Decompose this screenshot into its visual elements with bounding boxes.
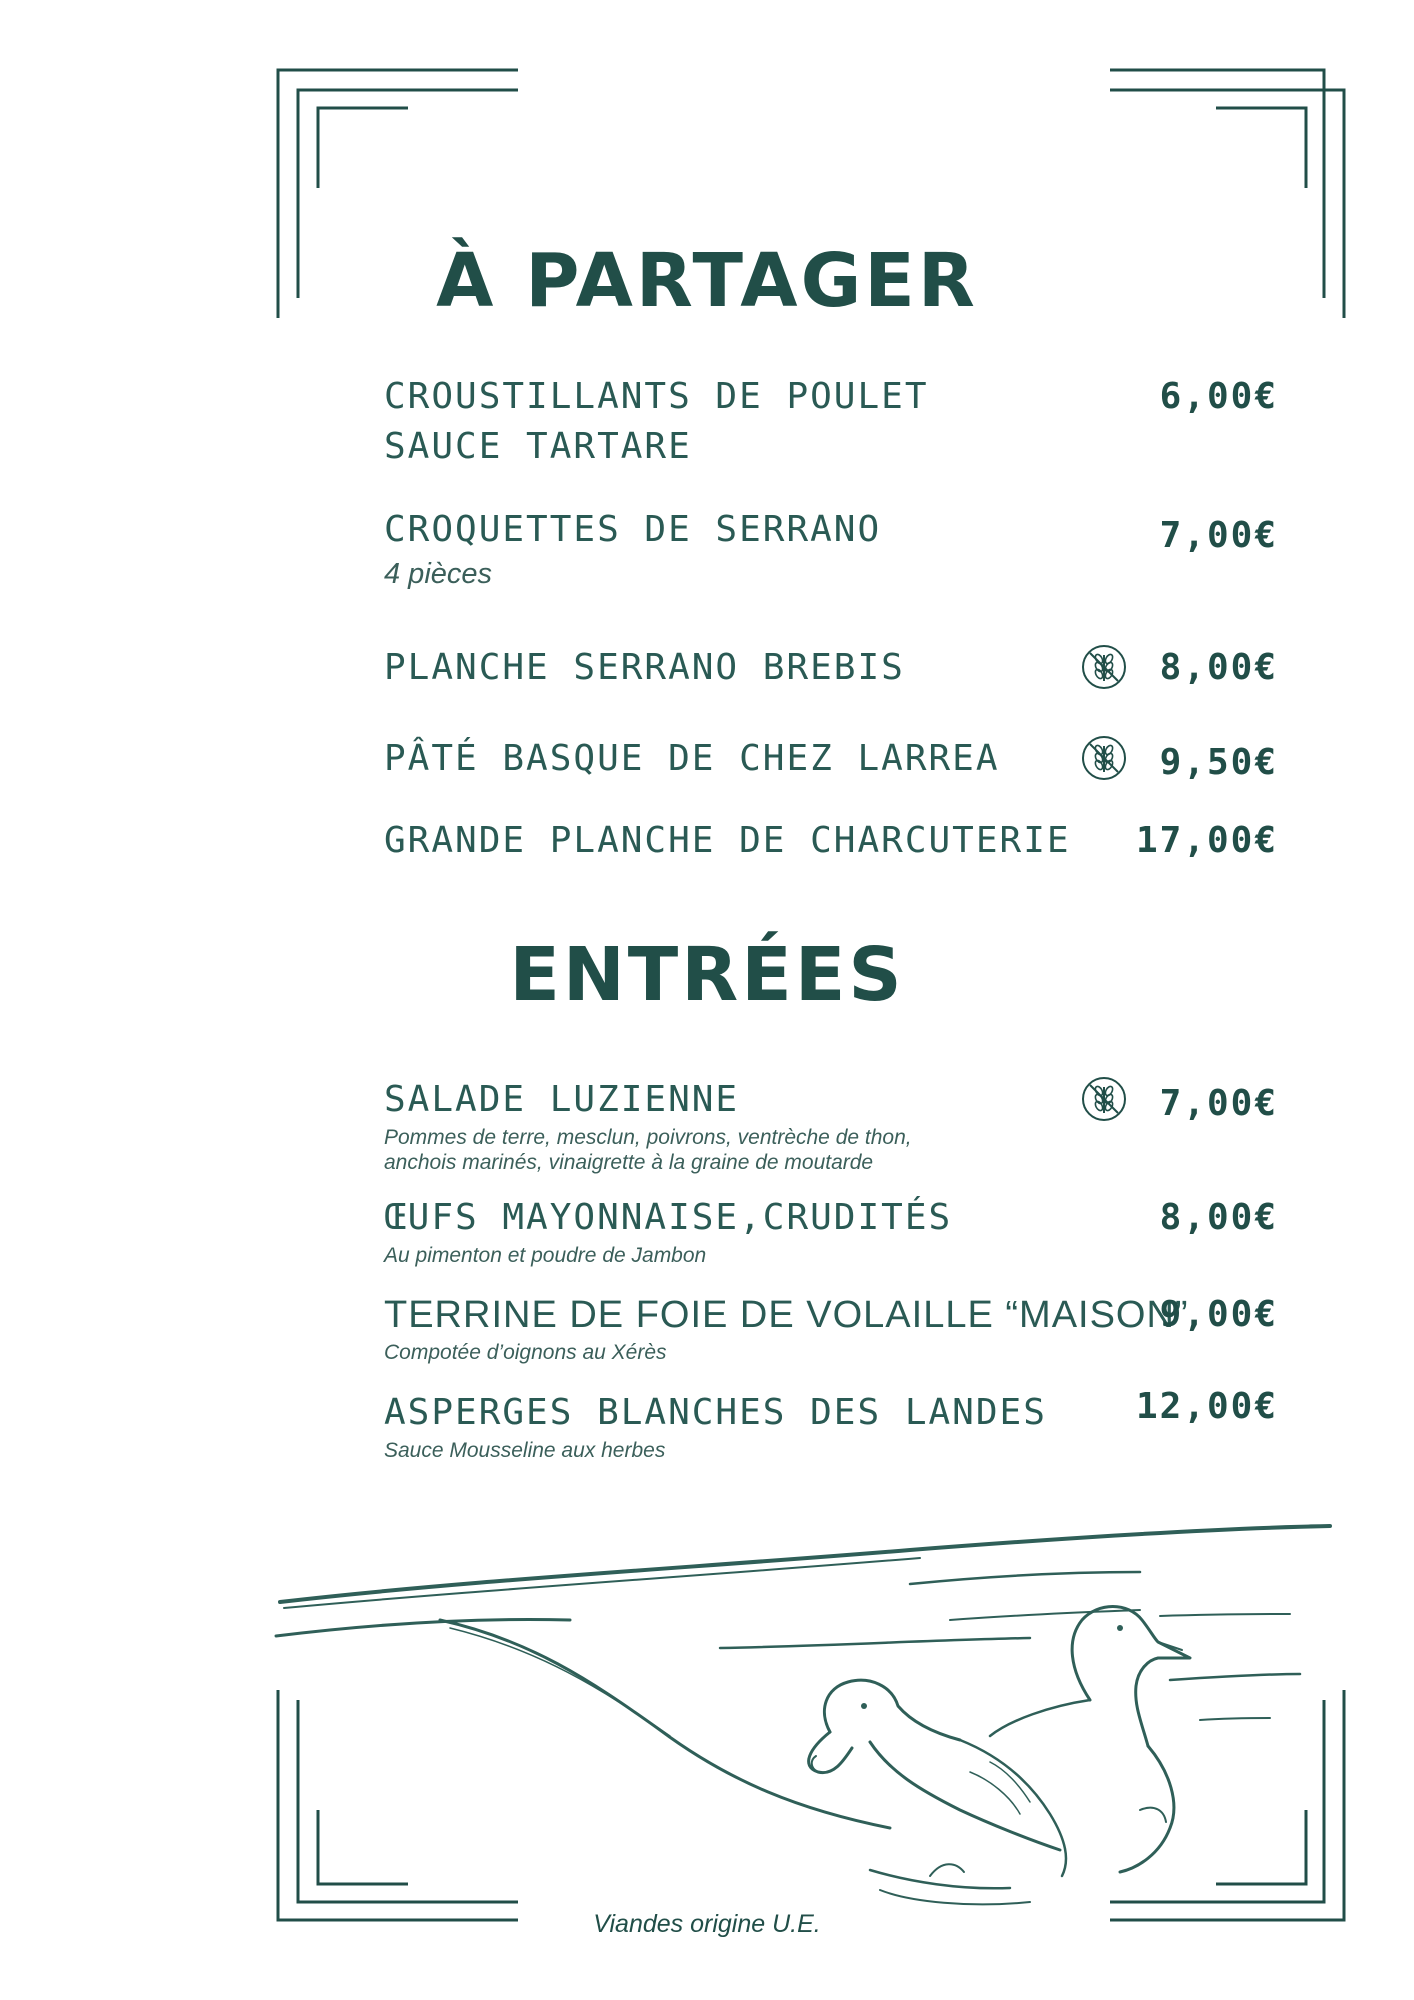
section-title-a-partager: À PARTAGER — [436, 238, 978, 324]
duck-illustration — [270, 1510, 1360, 1920]
menu-item-planche-serrano — [384, 643, 1278, 693]
item-name: PÂTÉ BASQUE DE CHEZ LARREA — [384, 738, 1000, 779]
item-name: ŒUFS MAYONNAISE,CRUDITÉS — [384, 1197, 953, 1238]
item-price: 7,00€ — [1159, 515, 1278, 556]
menu-item-oeufs-mayonnaise — [384, 1193, 1278, 1268]
gluten-free-icon — [1080, 734, 1128, 782]
item-name: TERRINE DE FOIE DE VOLAILLE “MAISON” — [384, 1294, 1189, 1336]
menu-item-pate-basque — [384, 734, 1278, 784]
menu-item-croquettes — [384, 505, 1278, 593]
item-price: 8,00€ — [1159, 647, 1278, 688]
item-price: 6,00€ — [1159, 376, 1278, 417]
item-price: 9,00€ — [1159, 1294, 1278, 1335]
item-description: Au pimenton et poudre de Jambon — [384, 1244, 707, 1267]
item-name: ASPERGES BLANCHES DES LANDES — [384, 1392, 1047, 1433]
item-name: GRANDE PLANCHE DE CHARCUTERIE — [384, 820, 1071, 861]
gluten-free-icon — [1080, 1075, 1128, 1123]
menu-item-grande-planche — [384, 816, 1278, 866]
item-name: CROUSTILLANTS DE POULET — [384, 376, 929, 417]
item-name: SALADE LUZIENNE — [384, 1079, 740, 1120]
menu-item-asperges — [384, 1388, 1278, 1463]
item-price: 12,00€ — [1135, 1386, 1278, 1427]
item-price: 7,00€ — [1159, 1083, 1278, 1124]
item-price: 8,00€ — [1159, 1197, 1278, 1238]
item-description: 4 pièces — [384, 558, 493, 590]
item-name: PLANCHE SERRANO BREBIS — [384, 647, 905, 688]
menu-item-terrine — [384, 1290, 1278, 1365]
menu-item-croustillants — [384, 372, 1278, 472]
item-name-line2: SAUCE TARTARE — [384, 426, 692, 467]
section-title-entrees: ENTRÉES — [509, 932, 905, 1018]
gluten-free-icon — [1080, 643, 1128, 691]
footer-note: Viandes origine U.E. — [593, 1910, 821, 1938]
item-description-line2: anchois marinés, vinaigrette à la graine de moutarde — [384, 1151, 874, 1174]
item-description: Compotée d’oignons au Xérès — [384, 1341, 667, 1364]
item-description: Pommes de terre, mesclun, poivrons, ventrèche de thon, — [384, 1126, 912, 1149]
menu-item-salade-luzienne — [384, 1075, 1278, 1175]
item-price: 9,50€ — [1159, 742, 1278, 783]
item-name: CROQUETTES DE SERRANO — [384, 509, 882, 550]
item-description: Sauce Mousseline aux herbes — [384, 1439, 666, 1462]
item-price: 17,00€ — [1135, 820, 1278, 861]
